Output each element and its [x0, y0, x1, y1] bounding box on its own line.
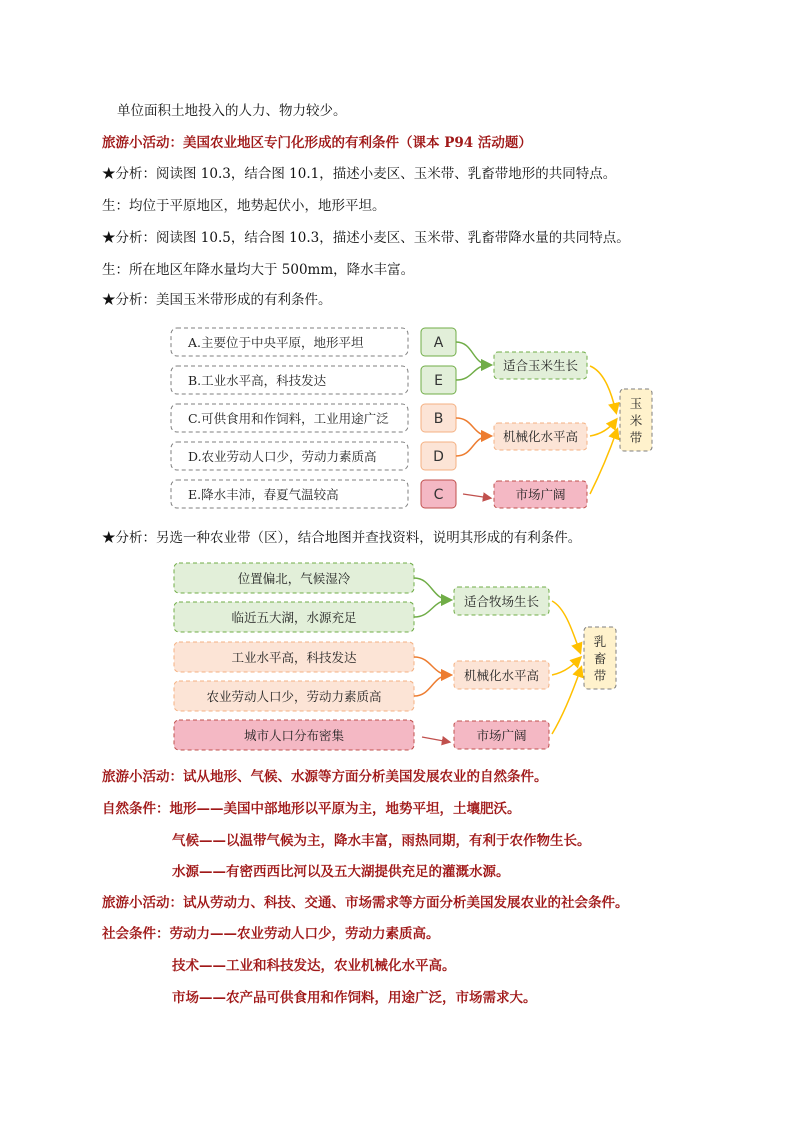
text-line-1: 单位面积土地投入的人力、物力较少。: [117, 103, 347, 119]
corn-belt-char-2: 米: [629, 413, 643, 428]
natural-condition-terrain: 自然条件：地形——美国中部地形以平原为主，地势平坦，土壤肥沃。: [102, 801, 521, 817]
analysis-line-4: ★分析：另选一种农业带（区），结合地图并查找资料，说明其形成的有利条件。: [102, 530, 582, 546]
activity-heading-3: 旅游小活动：试从劳动力、科技、交通、市场需求等方面分析美国发展农业的社会条件。: [102, 895, 629, 911]
answer-line-2: 生：所在地区年降水量均大于 500mm，降水丰富。: [102, 262, 415, 278]
dairy-belt-diagram: [174, 563, 616, 750]
social-condition-tech: 技术——工业和科技发达，农业机械化水平高。: [172, 958, 456, 974]
activity-heading-1: 旅游小活动：美国农业地区专门化形成的有利条件（课本 P94 活动题）: [102, 135, 532, 151]
social-condition-labor: 社会条件：劳动力——农业劳动人口少，劳动力素质高。: [102, 926, 440, 942]
corn-condition-b: B.工业水平高，科技发达: [188, 373, 327, 388]
corn-result-growth: 适合玉米生长: [502, 358, 579, 373]
dairy-condition-5: 城市人口分布密集: [243, 728, 345, 743]
dairy-condition-4: 农业劳动人口少，劳动力素质高: [206, 689, 382, 704]
letter-e: E: [434, 373, 443, 389]
activity-heading-2: 旅游小活动：试从地形、气候、水源等方面分析美国发展农业的自然条件。: [102, 769, 548, 785]
dairy-condition-2: 临近五大湖，水源充足: [231, 610, 357, 625]
analysis-line-2: ★分析：阅读图 10.5，结合图 10.3，描述小麦区、玉米带、乳畜带降水量的共同特点。: [102, 230, 630, 246]
social-condition-market: 市场——农产品可供食用和作饲料，用途广泛，市场需求大。: [172, 990, 537, 1006]
corn-condition-d: D.农业劳动人口少，劳动力素质高: [188, 449, 377, 464]
dairy-condition-1: 位置偏北，气候湿冷: [237, 571, 351, 586]
dairy-belt-char-2: 畜: [593, 651, 607, 666]
natural-condition-climate: 气候——以温带气候为主，降水丰富，雨热同期，有利于农作物生长。: [172, 833, 591, 849]
corn-result-market: 市场广阔: [515, 487, 566, 502]
natural-condition-water: 水源——有密西西比河以及五大湖提供充足的灌溉水源。: [172, 864, 510, 880]
corn-condition-box: [171, 404, 408, 432]
letter-a: A: [433, 335, 444, 351]
letter-c: C: [433, 487, 444, 503]
corn-condition-box: [171, 442, 408, 470]
corn-belt-diagram: [171, 328, 652, 508]
dairy-belt-char-1: 乳: [593, 634, 607, 649]
dairy-result-mechanization: 机械化水平高: [463, 668, 540, 683]
corn-condition-a: A.主要位于中央平原，地形平坦: [188, 335, 364, 350]
dairy-belt-char-3: 带: [593, 668, 607, 683]
corn-condition-box: [171, 328, 408, 356]
dairy-condition-3: 工业水平高，科技发达: [231, 650, 357, 665]
corn-belt-char-3: 带: [629, 430, 643, 445]
answer-line-1: 生：均位于平原地区，地势起伏小，地形平坦。: [102, 198, 386, 214]
dairy-result-market: 市场广阔: [476, 728, 527, 743]
corn-condition-e: E.降水丰沛，春夏气温较高: [188, 487, 339, 502]
dairy-result-pasture: 适合牧场生长: [463, 594, 540, 609]
letter-b: B: [433, 411, 444, 427]
corn-belt-char-1: 玉: [629, 396, 643, 411]
corn-condition-box: [171, 366, 408, 394]
letter-d: D: [433, 449, 444, 465]
corn-condition-c: C.可供食用和作饲料，工业用途广泛: [188, 411, 389, 426]
corn-result-mechanization: 机械化水平高: [502, 429, 579, 444]
analysis-line-1: ★分析：阅读图 10.3，结合图 10.1，描述小麦区、玉米带、乳畜带地形的共同特点。: [102, 166, 617, 182]
analysis-line-3: ★分析：美国玉米带形成的有利条件。: [102, 292, 332, 308]
corn-condition-box: [171, 480, 408, 508]
